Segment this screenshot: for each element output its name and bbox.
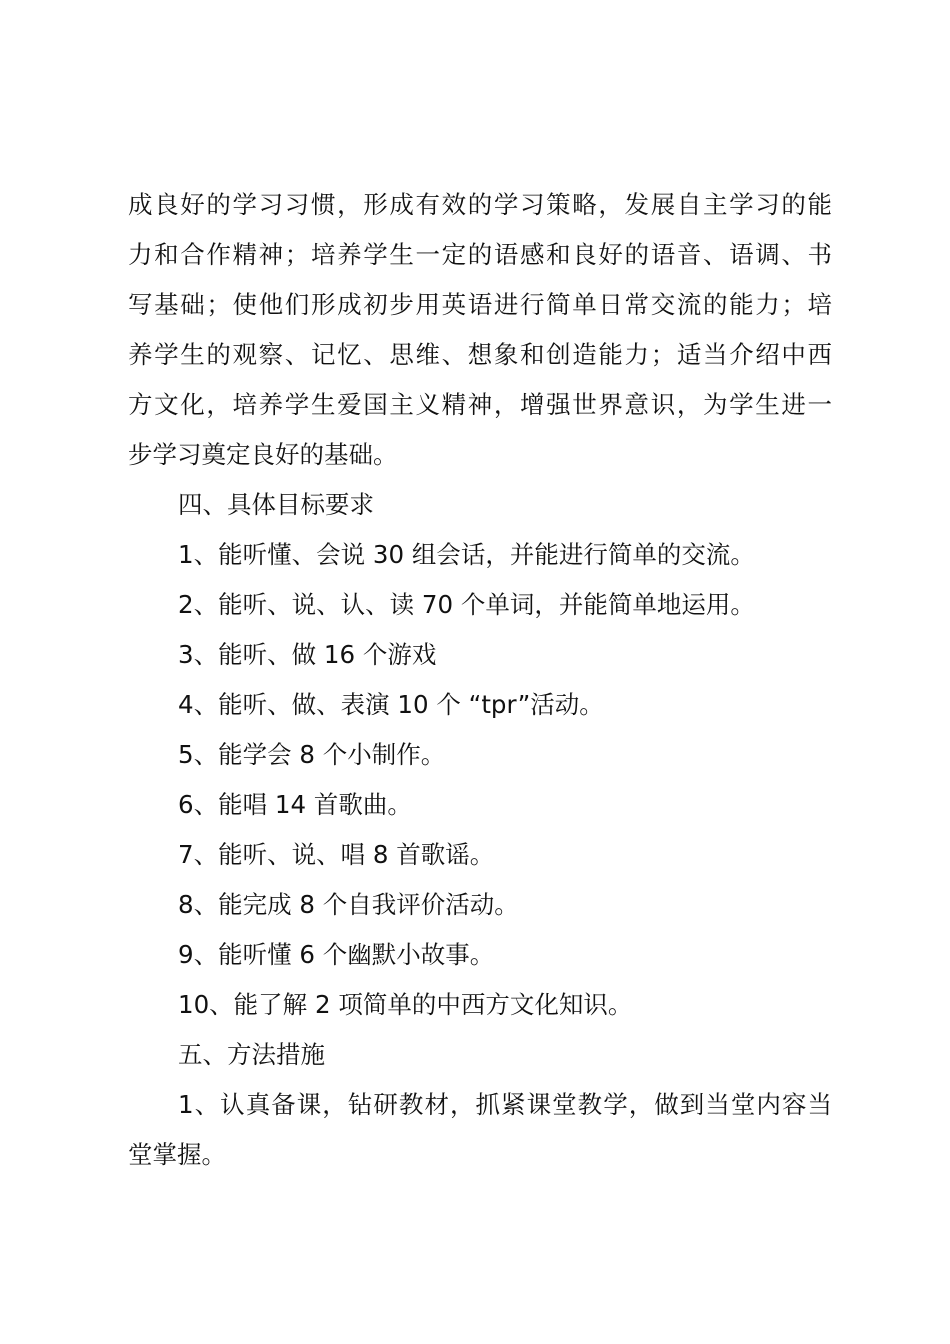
goal-item-6: 6、能唱 14 首歌曲。 — [178, 790, 412, 819]
section-4-heading: 四、具体目标要求 — [178, 490, 374, 519]
method-item-1-line-1: 1、认真备课，钻研教材，抓紧课堂教学，做到当堂内容当 — [178, 1090, 832, 1119]
intro-line-1: 成良好的学习习惯，形成有效的学习策略，发展自主学习的能 — [128, 190, 832, 219]
goal-item-2: 2、能听、说、认、读 70 个单词，并能简单地运用。 — [178, 590, 755, 619]
goal-item-5: 5、能学会 8 个小制作。 — [178, 740, 446, 769]
intro-line-2: 力和合作精神；培养学生一定的语感和良好的语音、语调、书 — [128, 240, 832, 269]
goal-item-1: 1、能听懂、会说 30 组会话，并能进行简单的交流。 — [178, 540, 755, 569]
section-5-heading: 五、方法措施 — [178, 1040, 325, 1069]
intro-line-4: 养学生的观察、记忆、思维、想象和创造能力；适当介绍中西 — [128, 340, 832, 369]
goal-item-10: 10、能了解 2 项简单的中西方文化知识。 — [178, 990, 633, 1019]
intro-line-5: 方文化，培养学生爱国主义精神，增强世界意识，为学生进一 — [128, 390, 832, 419]
goal-item-7: 7、能听、说、唱 8 首歌谣。 — [178, 840, 495, 869]
goal-item-3: 3、能听、做 16 个游戏 — [178, 640, 437, 669]
goal-item-9: 9、能听懂 6 个幽默小故事。 — [178, 940, 495, 969]
document-body — [128, 180, 832, 1180]
intro-line-6: 步学习奠定良好的基础。 — [128, 440, 398, 469]
intro-line-3: 写基础；使他们形成初步用英语进行简单日常交流的能力；培 — [128, 290, 832, 319]
method-item-1-line-2: 堂掌握。 — [128, 1140, 226, 1169]
goal-item-4: 4、能听、做、表演 10 个 “tpr”活动。 — [178, 690, 604, 719]
goal-item-8: 8、能完成 8 个自我评价活动。 — [178, 890, 519, 919]
